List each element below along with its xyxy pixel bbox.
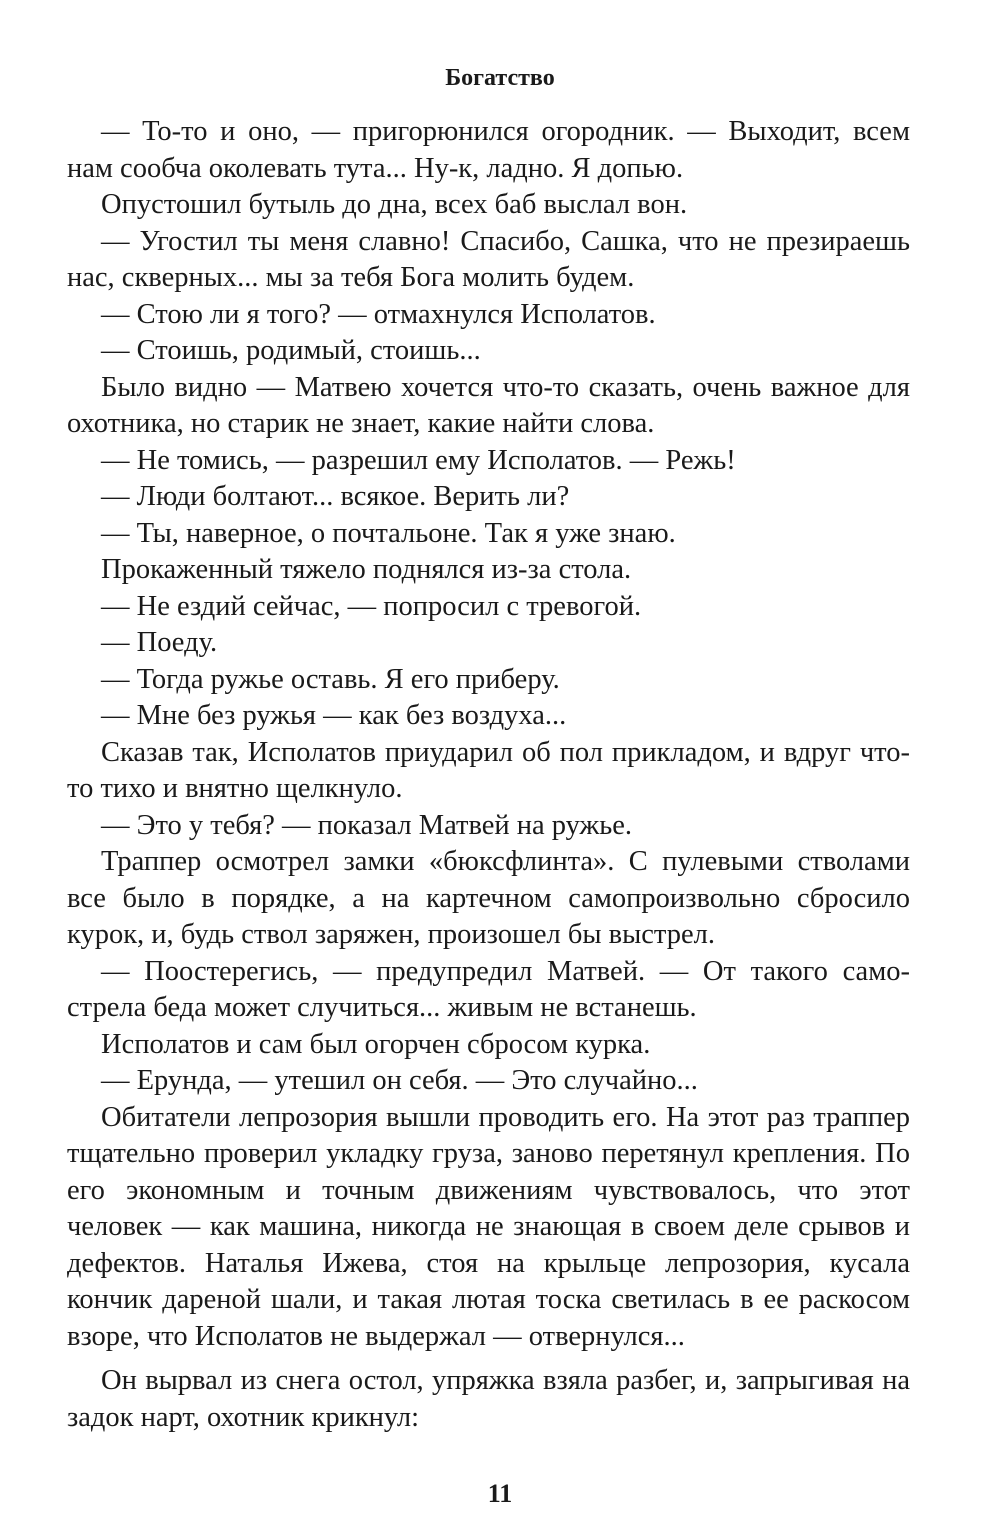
paragraph: Опустошил бутыль до дна, всех баб выслал вон. (101, 189, 688, 220)
paragraph: — Мне без ружья — как без воздуха... (101, 700, 567, 731)
paragraph: — Тогда ружье оставь. Я его приберу. (101, 663, 560, 695)
paragraph: — Стоишь, родимый, стоишь... (101, 335, 481, 366)
main-text (67, 114, 910, 1436)
paragraph: Прокаженный тяжело поднялся из-за стола. (101, 554, 632, 585)
paragraph: — Ерунда, — утешил он себя. — Это случайно... (101, 1065, 698, 1096)
paragraph: Сказав так, Исполатов приударил об пол прикладом, и вдруг что-то тихо и внятно щелкнуло. (67, 736, 910, 804)
paragraph: — Поеду. (101, 627, 218, 658)
page-number: 11 (487, 1479, 513, 1508)
paragraph: Он вырвал из снега остол, упряжка взяла разбег, и, запрыгивая на задок нарт, охотник крикнул: (67, 1365, 910, 1433)
paragraph: — То-то и оно, — пригорюнился огородник. — Выходит, всем нам сообча околевать тута... Ну-к, ладно. Я допью. (67, 116, 910, 184)
running-title: Богатство (445, 65, 555, 91)
paragraph: — Стою ли я того? — отмахнулся Исполатов. (101, 298, 656, 330)
paragraph: — Не томись, — разрешил ему Исполатов. — Режь! (101, 444, 736, 476)
paragraph: Было видно — Матвею хочется что-то сказать, очень важное для охотника, но старик не знает, какие найти слова. (67, 371, 910, 439)
paragraph: — Поостерегись, — предупредил Матвей. — От такого самострела беда может случиться... живым не встанешь. (67, 955, 910, 1023)
paragraph: — Люди болтают... всякое. Верить ли? (101, 481, 570, 512)
paragraph: Исполатов и сам был огорчен сбросом курка. (101, 1028, 651, 1060)
paragraph: Траппер осмотрел замки «бюксфлинта». С пулевыми стволами все было в порядке, а на картечном самопроизвольно сбросило курок, и, будь ствол заряжен, произошел бы выстрел. (67, 846, 910, 950)
paragraph: — Угостил ты меня славно! Спасибо, Сашка, что не презираешь нас, скверных... мы за тебя Бога молить будем. (67, 225, 910, 293)
paragraph: — Это у тебя? — показал Матвей на ружье. (101, 809, 633, 841)
paragraph: — Ты, наверное, о почтальоне. Так я уже знаю. (101, 517, 676, 549)
paragraph: Обитатели лепрозория вышли проводить его. На этот раз траппер тщательно проверил укладку груза, заново перетянул крепления. По его экономным и точным движениям чувствовалось, что этот человек — как машина, никогда не знающая в своем деле срывов и дефектов. Наталья Ижева, стоя на крыльце лепрозория, кусала кончик дареной шали, и такая лютая тоска светилась в ее раскосом взоре, что Исполатов не выдержал — отвернулся... (67, 1101, 910, 1352)
paragraph: — Не ездий сейчас, — попросил с тревогой. (101, 590, 642, 622)
